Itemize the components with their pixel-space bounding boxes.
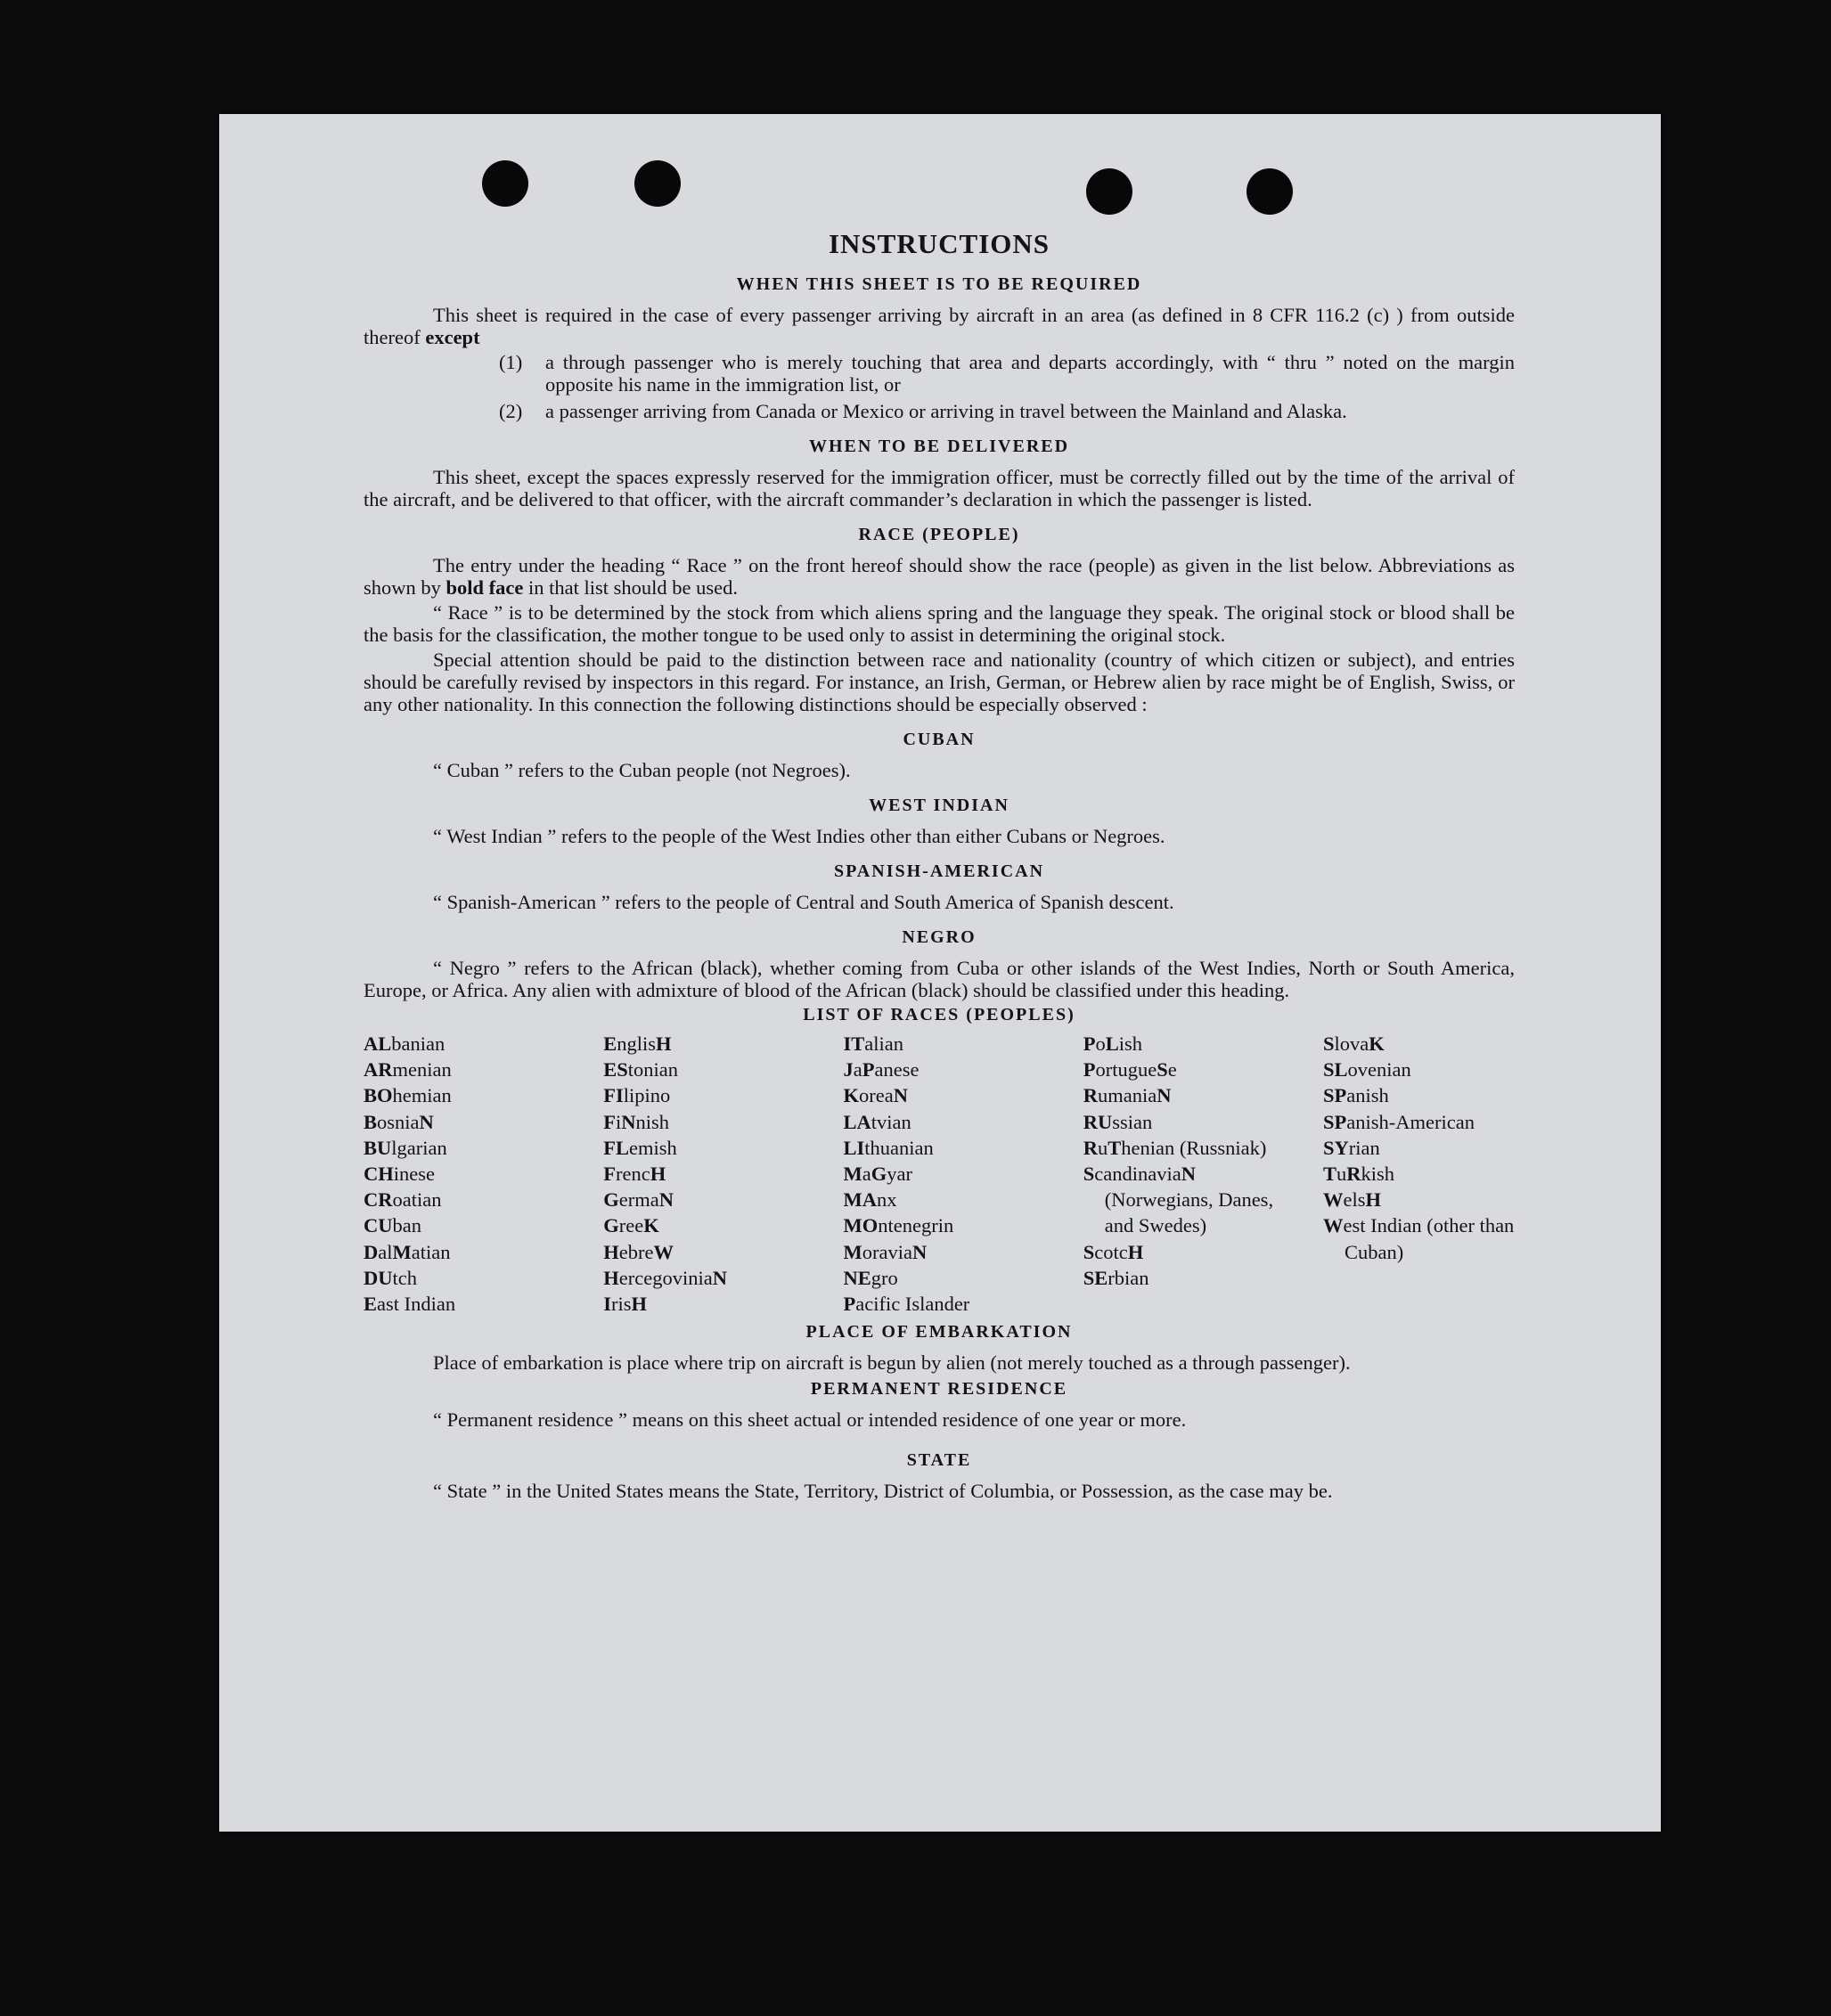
race-entry: WelsH: [1323, 1188, 1382, 1212]
section-heading-required: WHEN THIS SHEET IS TO BE REQUIRED: [736, 274, 1142, 294]
section-heading-spanish-american: SPANISH-AMERICAN: [833, 861, 1045, 881]
race-entry: ARmenian: [364, 1058, 452, 1081]
spanish-american-text: “ Spanish-American ” refers to the people of Central and South America of Spanish descent.: [433, 891, 1174, 913]
section-heading-delivered: WHEN TO BE DELIVERED: [808, 437, 1070, 456]
section-heading-west-indian: WEST INDIAN: [869, 796, 1010, 815]
race-entry: FrencH: [603, 1163, 666, 1186]
race-entry: CRoatian: [364, 1188, 442, 1212]
race-paragraph-3: Special attention should be paid to the distinction between race and nationality (country of which citizen or subject), and entries should be carefully revised by inspectors in this regard. For instance, an Irish, German, or Hebrew alien by race might be of English, Swiss, or any other nationality. In this connection the following distinctions should be especially observed :: [364, 649, 1515, 715]
race-column-1: [364, 1031, 586, 1317]
race-entry: ScandinaviaN (Norwegians, Danes, and Swedes): [1083, 1163, 1274, 1237]
residence-text: “ Permanent residence ” means on this sheet actual or intended residence of one year or more.: [433, 1408, 1187, 1432]
exception-item-2: (2) a passenger arriving from Canada or Mexico or arriving in travel between the Mainland and Alaska.: [499, 400, 1347, 422]
race-entry: RuThenian (Russniak): [1083, 1136, 1267, 1159]
race-entry: West Indian (other than Cuban): [1323, 1214, 1515, 1263]
page-title: INSTRUCTIONS: [828, 228, 1050, 259]
race-entry: GreeK: [603, 1214, 659, 1237]
race-entry: SPanish: [1323, 1084, 1389, 1107]
race-entry: KoreaN: [843, 1084, 908, 1107]
race-entry: ScotcH: [1083, 1240, 1144, 1263]
race-entry: BosniaN: [364, 1110, 434, 1133]
section-heading-list: LIST OF RACES (PEOPLES): [803, 1005, 1075, 1024]
race-column-5: [1323, 1031, 1515, 1317]
section-heading-race: RACE (PEOPLE): [858, 525, 1020, 544]
punch-hole: [482, 160, 528, 207]
race-entry: East Indian: [364, 1293, 456, 1316]
negro-text: “ Negro ” refers to the African (black), whether coming from Cuba or other islands of the West Indies, North or South America, Europe, or Africa. Any alien with admixture of blood of the African (black) should be classified under this heading.: [364, 957, 1515, 1001]
race-column-4: [1083, 1031, 1306, 1317]
punch-hole: [1247, 168, 1293, 215]
race-entry: MaGyar: [843, 1163, 912, 1186]
race-entry: SPanish-American: [1323, 1110, 1475, 1133]
race-entry: FLemish: [603, 1136, 677, 1159]
race-entry: DalMatian: [364, 1240, 451, 1263]
race-entry: ALbanian: [364, 1032, 445, 1055]
race-entry: PortugueSe: [1083, 1058, 1177, 1081]
race-entry: FiNnish: [603, 1110, 670, 1133]
race-entry: BUlgarian: [364, 1136, 447, 1159]
race-entry: SYrian: [1323, 1136, 1380, 1159]
race-entry: CUban: [364, 1214, 421, 1237]
instructions-content: [364, 228, 1515, 1505]
race-entry: TuRkish: [1323, 1163, 1395, 1186]
state-text: “ State ” in the United States means the State, Territory, District of Columbia, or Possession, as the case may be.: [433, 1480, 1333, 1503]
race-entry: FIlipino: [603, 1084, 671, 1107]
race-entry: Pacific Islander: [843, 1293, 970, 1316]
race-column-2: [603, 1031, 826, 1317]
race-entry: EStonian: [603, 1058, 679, 1081]
race-entry: GermaN: [603, 1188, 674, 1212]
section-heading-embarkation: PLACE OF EMBARKATION: [805, 1322, 1073, 1343]
section-heading-negro: NEGRO: [902, 927, 977, 947]
section-heading-state: STATE: [906, 1450, 972, 1471]
cuban-text: “ Cuban ” refers to the Cuban people (not Negroes).: [433, 759, 851, 781]
required-intro: This sheet is required in the case of every passenger arriving by aircraft in an area (as defined in 8 CFR 116.2 (c) ) from outside thereof except: [364, 304, 1515, 348]
race-entry: SLovenian: [1323, 1058, 1411, 1081]
race-entry: PoLish: [1083, 1032, 1143, 1055]
race-paragraph-2: “ Race ” is to be determined by the stock from which aliens spring and the language they speak. The original stock or blood shall be the basis for the classification, the mother tongue to be used only to assist in determining the original stock.: [364, 601, 1515, 646]
race-entry: LIthuanian: [843, 1136, 934, 1159]
race-entry: HebreW: [603, 1240, 674, 1263]
race-entry: MoraviaN: [843, 1240, 928, 1263]
section-heading-cuban: CUBAN: [903, 730, 976, 749]
exception-item-1: (1) a through passenger who is merely touching that area and departs accordingly, with “ thru ” noted on the margin opposite his name in the immigration list, or: [499, 351, 1515, 396]
section-heading-residence: PERMANENT RESIDENCE: [810, 1379, 1068, 1400]
race-entry: SlovaK: [1323, 1032, 1385, 1055]
race-entry: BOhemian: [364, 1084, 452, 1107]
race-entry: LAtvian: [843, 1110, 911, 1133]
delivered-text: This sheet, except the spaces expressly reserved for the immigration officer, must be correctly filled out by the time of the arrival of the aircraft, and be delivered to that officer, with the aircraft commander’s declaration in which the passenger is listed.: [364, 466, 1515, 510]
race-entry: HercegoviniaN: [603, 1266, 727, 1289]
race-column-3: [844, 1031, 1067, 1317]
race-entry: IrisH: [603, 1293, 648, 1316]
race-entry: MOntenegrin: [843, 1214, 954, 1237]
race-paragraph-1: The entry under the heading “ Race ” on the front hereof should show the race (people) as given in the list below. Abbreviations as shown by bold face in that list should be used.: [364, 554, 1515, 599]
race-entry: CHinese: [364, 1163, 435, 1186]
punch-hole: [1086, 168, 1132, 215]
west-indian-text: “ West Indian ” refers to the people of the West Indies other than either Cubans or Negroes.: [433, 825, 1165, 847]
race-entry: EnglisH: [603, 1032, 672, 1055]
race-list: [364, 1031, 1515, 1317]
embarkation-text: Place of embarkation is place where trip on aircraft is begun by alien (not merely touched as a through passenger).: [433, 1351, 1351, 1375]
race-entry: ITalian: [843, 1032, 903, 1055]
race-entry: MAnx: [843, 1188, 897, 1212]
race-entry: DUtch: [364, 1266, 417, 1289]
race-entry: RumaniaN: [1083, 1084, 1172, 1107]
punch-hole: [634, 160, 681, 207]
race-entry: NEgro: [843, 1266, 898, 1289]
race-entry: JaPanese: [843, 1058, 920, 1081]
document-sheet: [219, 114, 1661, 1832]
race-entry: SErbian: [1083, 1266, 1149, 1289]
race-entry: RUssian: [1083, 1110, 1153, 1133]
